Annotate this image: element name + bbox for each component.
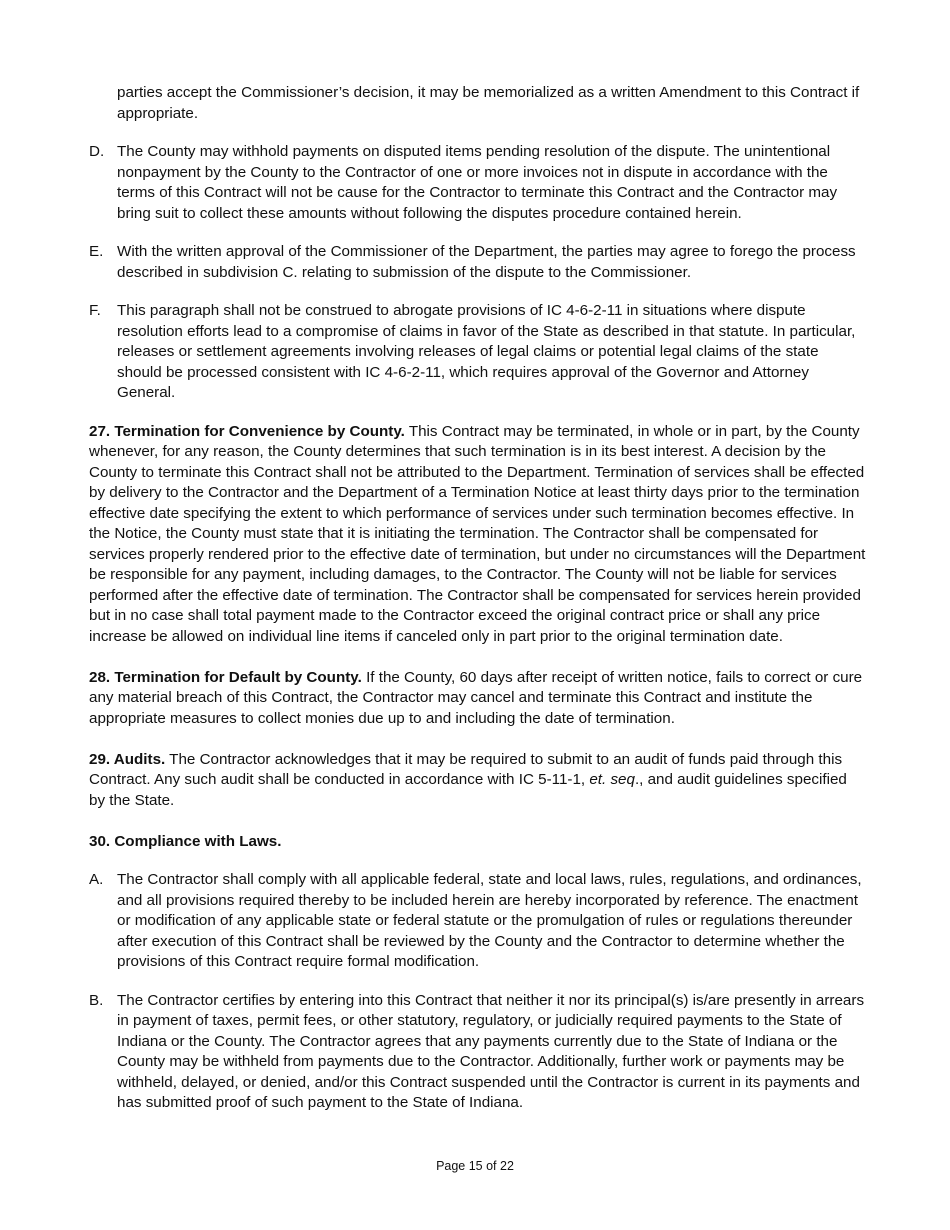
section-30-heading: 30. Compliance with Laws. <box>89 832 282 850</box>
section-29-italic: et. seq <box>589 771 635 788</box>
list-item-b <box>89 991 866 1114</box>
list-item-text: The County may withhold payments on disputed items pending resolution of the dispute. The unintentional nonpayment by the County to the Contractor of one or more invoices not in dispute in accordance with the terms of this Contract will not be cause for the Contractor to terminate this Contract and the Contractor may bring suit to collect these amounts without following the disputes procedure contained herein. <box>117 143 838 222</box>
section-29-text-after: ., and audit guidelines specified by the State. <box>89 771 847 809</box>
list-item-text: The Contractor shall comply with all applicable federal, state and local laws, rules, regulations, and ordinances, and all provisions required thereby to be included herein are hereby incorporated by reference. The enactment or modification of any applicable state or federal statute or the promulgation of rules or regulations thereunder after execution of this Contract shall be reviewed by the County and the Contractor to determine whether the provisions of this Contract require formal modification. <box>117 871 862 970</box>
list-item-text: This paragraph shall not be construed to abrogate provisions of IC 4-6-2-11 in situations where dispute resolution efforts lead to a compromise of claims in favor of the State as described in that statute. In particular, releases or settlement agreements involving releases of legal claims or potential legal claims of the state should be processed consistent with IC 4-6-2-11, which requires approval of the Governor and Attorney General. <box>117 302 856 401</box>
section-28-text: If the County, 60 days after receipt of written notice, fails to correct or cure any material breach of this Contract, the Contractor may cancel and terminate this Contract and institute the appropriate measures to collect monies due up to and including the date of termination. <box>89 668 863 727</box>
list-letter: B. <box>89 991 104 1009</box>
section-29-paragraph <box>89 750 866 812</box>
list-letter: E. <box>89 243 104 260</box>
list-item-text: The Contractor certifies by entering into this Contract that neither it nor its principal(s) is/are presently in arrears in payment of taxes, permit fees, or other statutory, regulatory, or judicially required payments to the State of Indiana or the County. The Contractor agrees that any payments currently due to the State of Indiana or the County may be withheld from payments due to the Contractor. Additionally, further work or payments may be withheld, delayed, or denied, and/or this Contract suspended until the Contractor is current in its payments and has submitted proof of such payment to the State of Indiana. <box>117 991 865 1111</box>
list-item-e <box>89 242 866 283</box>
list-letter: F. <box>89 302 101 319</box>
section-29-heading: 29. Audits. <box>89 750 166 768</box>
list-item-a <box>89 870 866 973</box>
page-number-footer: Page 15 of 22 <box>436 1159 514 1173</box>
section-29-text-before: The Contractor acknowledges that it may be required to submit to an audit of funds paid through this Contract. Any such audit shall be conducted in accordance with IC 5-11-1, <box>89 750 843 788</box>
section-28-heading: 28. Termination for Default by County. <box>89 668 362 686</box>
section-27-paragraph <box>89 422 866 648</box>
section-27-heading: 27. Termination for Convenience by County. <box>89 422 405 440</box>
list-letter: D. <box>89 143 105 160</box>
section-27-text: This Contract may be terminated, in whole or in part, by the County whenever, for any reason, the County determines that such termination is in its best interest. A decision by the County to terminate this Contract shall not be attributed to the Department. Termination of services shall be effected by delivery to the Contractor and the Department of a Termination Notice at least thirty days prior to the termination effective date specifying the extent to which performance of services under such termination becomes effective. In the Notice, the County must state that it is initiating the termination. The Contractor shall be compensated for services properly rendered prior to the effective date of termination, but under no circumstances will the Department be responsible for any payment, including damages, to the Contractor. The County will not be liable for services performed after the effective date of termination. The Contractor shall be compensated for services herein provided but in no case shall total payment made to the Contractor exceed the original contract price or shall any price increase be allowed on individual line items if canceled only in part prior to the original termination date. <box>89 422 866 645</box>
list-item-f <box>89 301 866 404</box>
section-28-paragraph <box>89 668 866 730</box>
list-item-text: With the written approval of the Commissioner of the Department, the parties may agree to forego the process described in subdivision C. relating to submission of the dispute to the Commissioner. <box>117 243 856 281</box>
page-content <box>89 83 866 1132</box>
list-letter: A. <box>89 871 104 888</box>
list-item-d <box>89 142 866 224</box>
continuation-paragraph: parties accept the Commissioner’s decision, it may be memorialized as a written Amendment to this Contract if appropriate. <box>117 84 860 122</box>
